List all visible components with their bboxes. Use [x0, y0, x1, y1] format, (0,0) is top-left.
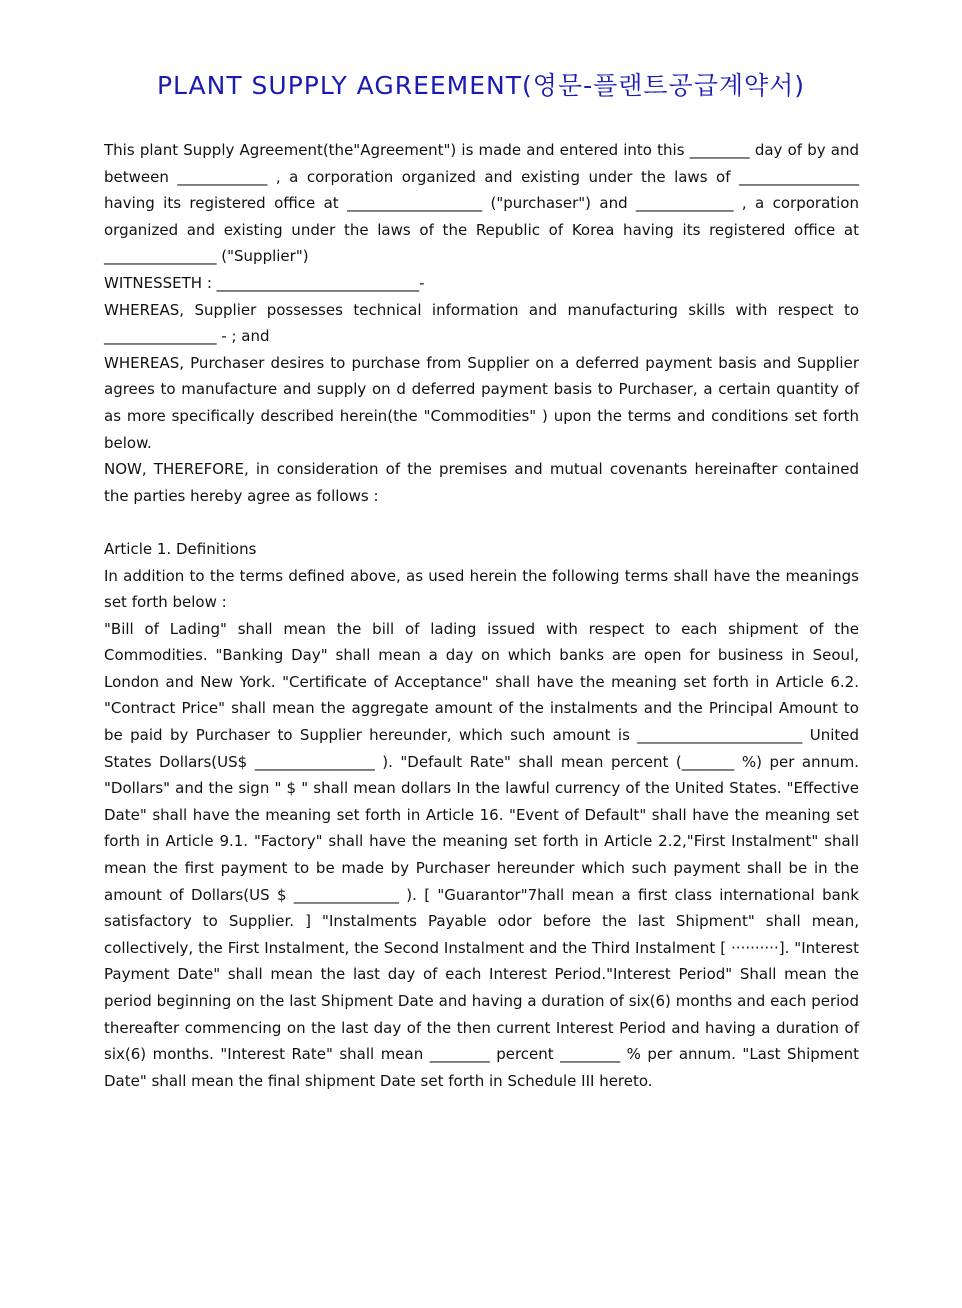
- document-body: [104, 137, 859, 1094]
- article-1-intro: In addition to the terms defined above, as used herein the following terms shall have the meanings set forth below :: [104, 566, 859, 612]
- witnesseth-line: WITNESSETH : ___________________________-: [104, 273, 425, 292]
- whereas-purchaser-paragraph: WHEREAS, Purchaser desires to purchase from Supplier on a deferred payment basis and Supplier agrees to manufacture and supply on d deferred payment basis to Purchaser, a certain quantity of as more specifically described herein(the "Commodities" ) upon the terms and conditions set forth below.: [104, 353, 859, 452]
- article-1-heading: Article 1. Definitions: [104, 539, 257, 558]
- intro-paragraph: This plant Supply Agreement(the"Agreement") is made and entered into this ________ day of by and between ____________ , a corporation organized and existing under the laws of ________________ having its registered office at __________________ ("purchaser") and _____________ , a corporation organized and existing under the laws of the Republic of Korea having its registered office at _______________ ("Supplier"): [104, 141, 859, 266]
- paragraph-spacer: [104, 509, 859, 536]
- now-therefore-paragraph: NOW, THEREFORE, in consideration of the premises and mutual covenants hereinafter contained the parties hereby agree as follows :: [104, 460, 859, 505]
- whereas-supplier-paragraph: WHEREAS, Supplier possesses technical information and manufacturing skills with respect to _______________ - ; and: [104, 300, 859, 346]
- article-1-definitions: "Bill of Lading" shall mean the bill of lading issued with respect to each shipment of the Commodities. "Banking Day" shall mean a day on which banks are open for business in Seoul, London and New York. "Certificate of Acceptance" shall have the meaning set forth in Article 6.2. "Contract Price" shall mean the aggregate amount of the instalments and the Principal Amount to be paid by Purchaser to Supplier hereunder, which such amount is ______________________ United States Dollars(US$ ________________ ). "Default Rate" shall mean percent (_______ %) per annum. "Dollars" and the sign " $ " shall mean dollars In the lawful currency of the United States. "Effective Date" shall have the meaning set forth in Article 16. "Event of Default" shall have the meaning set forth in Article 9.1. "Factory" shall have the meaning set forth in Article 2.2,"First Instalment" shall mean the first payment to be made by Purchaser hereunder which such payment shall be in the amount of Dollars(US $ ______________ ). [ "Guarantor"7hall mean a first class international bank satisfactory to Supplier. ] "Instalments Payable odor before the last Shipment" shall mean, collectively, the First Instalment, the Second Instalment and the Third Instalment [ ··········]. "Interest Payment Date" shall mean the last day of each Interest Period."Interest Period" Shall mean the period beginning on the last Shipment Date and having a duration of six(6) months and each period thereafter commencing on the last day of the then current Interest Period and having a duration of six(6) months. "Interest Rate" shall mean ________ percent ________ % per annum. "Last Shipment Date" shall mean the final shipment Date set forth in Schedule III hereto.: [104, 619, 859, 1090]
- document-title: PLANT SUPPLY AGREEMENT(영문-플랜트공급계약서): [156, 71, 806, 100]
